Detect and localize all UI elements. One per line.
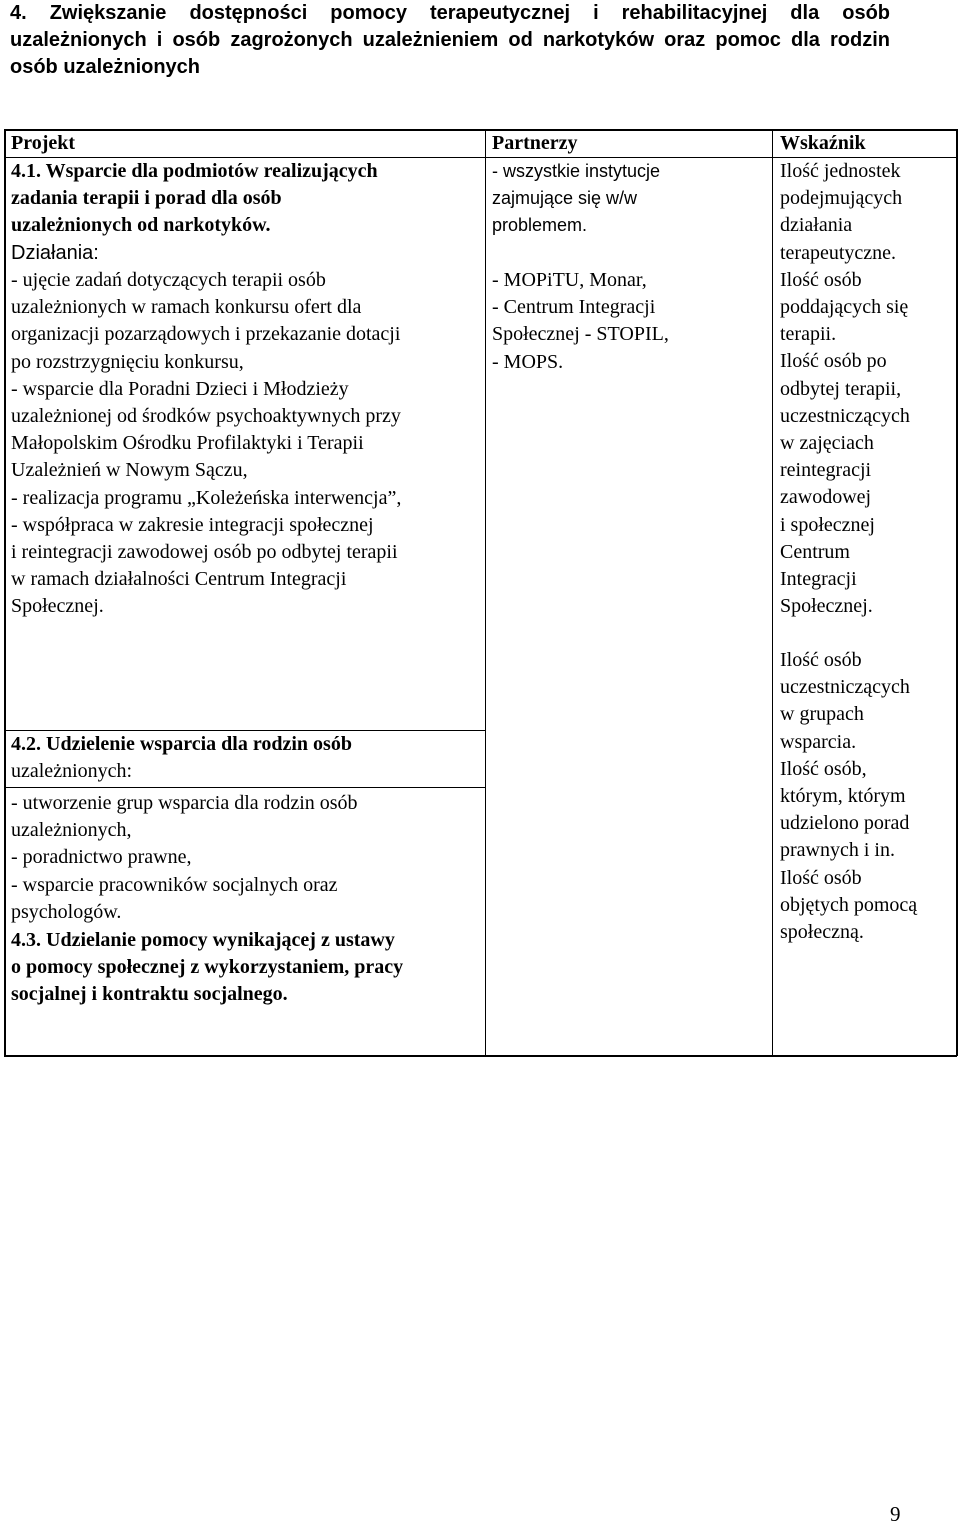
list-item: organizacji pozarządowych i przekazanie dotacji: [11, 323, 401, 346]
column-header-projekt: Projekt: [11, 132, 76, 154]
project-4-3-title: 4.3. Udzielanie pomocy wynikającej z ustawy o pomocy społecznej z wykorzystaniem, pracy socjalnej i kontraktu socjalnego.: [11, 929, 404, 1006]
column-header-partnerzy: Partnerzy: [492, 132, 578, 154]
row-divider-bottom: [4, 787, 486, 788]
project-4-2-title: 4.2. Udzielenie wsparcia dla rodzin osób uzależnionych:: [11, 733, 352, 783]
list-item: - utworzenie grup wsparcia dla rodzin osób: [11, 792, 358, 814]
dzialania-label: Działania:: [11, 242, 99, 264]
column-header-wskaznik: Wskaźnik: [780, 132, 866, 154]
column-divider-2: [772, 129, 773, 1056]
section-heading-line-2: uzależnionych i osób zagrożonych uzależnieniem od narkotyków oraz pomoc dla rodzin: [10, 29, 890, 51]
list-item: - ujęcie zadań dotyczących terapii osób: [11, 269, 326, 291]
table-border-left: [4, 129, 6, 1056]
project-4-1-title: 4.1. Wsparcie dla podmiotów realizujących zadania terapii i porad dla osób uzależnionych od narkotyków.: [11, 160, 378, 237]
list-item: i reintegracji zawodowej osób po odbytej terapii: [11, 541, 398, 564]
section-heading-line-1: 4. Zwiększanie dostępności pomocy terapeutycznej i rehabilitacyjnej dla osób: [10, 2, 890, 24]
section-heading-line-3: osób uzależnionych: [10, 56, 201, 78]
list-item: po rozstrzygnięciu konkursu,: [11, 350, 244, 373]
partners-group-1: - wszystkie instytucje zajmujące się w/w problemem.: [492, 161, 661, 236]
list-item: - wsparcie dla Poradni Dzieci i Młodzieży: [11, 377, 349, 400]
list-item: Małopolskim Ośrodku Profilaktyki i Terapii: [11, 432, 364, 455]
column-divider-1: [485, 129, 486, 1056]
list-item: w ramach działalności Centrum Integracji: [11, 568, 347, 591]
partners-group-2: - MOPiTU, Monar, - Centrum Integracji Społecznej - STOPIL, - MOPS.: [492, 269, 669, 373]
table-border-bottom: [4, 1055, 957, 1057]
list-item: - realizacja programu „Koleżeńska interwencja”,: [11, 486, 402, 509]
indicators-group-2: Ilość osób uczestniczących w grupach wsparcia. Ilość osób, którym, którym udzielono porad prawnych i in. Ilość osób objętych pomocą społeczną.: [780, 649, 918, 944]
list-item: Uzależnień w Nowym Sączu,: [11, 459, 248, 482]
table-border-right: [956, 129, 958, 1056]
list-item: uzależnionych,: [11, 819, 132, 842]
list-item: - poradnictwo prawne,: [11, 846, 192, 869]
page-number: 9: [890, 1502, 901, 1526]
list-item: uzależnionych w ramach konkursu ofert dla: [11, 296, 362, 319]
indicators-group-1: Ilość jednostek podejmujących działania terapeutyczne. Ilość osób poddających się terapii. Ilość osób po odbytej terapii, uczestniczących w zajęciach reintegracji zawodowej i społecznej Centrum Integracji Społecznej.: [780, 160, 910, 618]
list-item: - współpraca w zakresie integracji społecznej: [11, 513, 374, 536]
project-4-2-actions: [11, 790, 358, 926]
project-4-1-actions: [11, 267, 401, 621]
list-item: Społecznej.: [11, 595, 104, 618]
list-item: psychologów.: [11, 900, 122, 923]
list-item: - wsparcie pracowników socjalnych oraz: [11, 873, 338, 896]
list-item: uzależnionej od środków psychoaktywnych przy: [11, 405, 401, 428]
